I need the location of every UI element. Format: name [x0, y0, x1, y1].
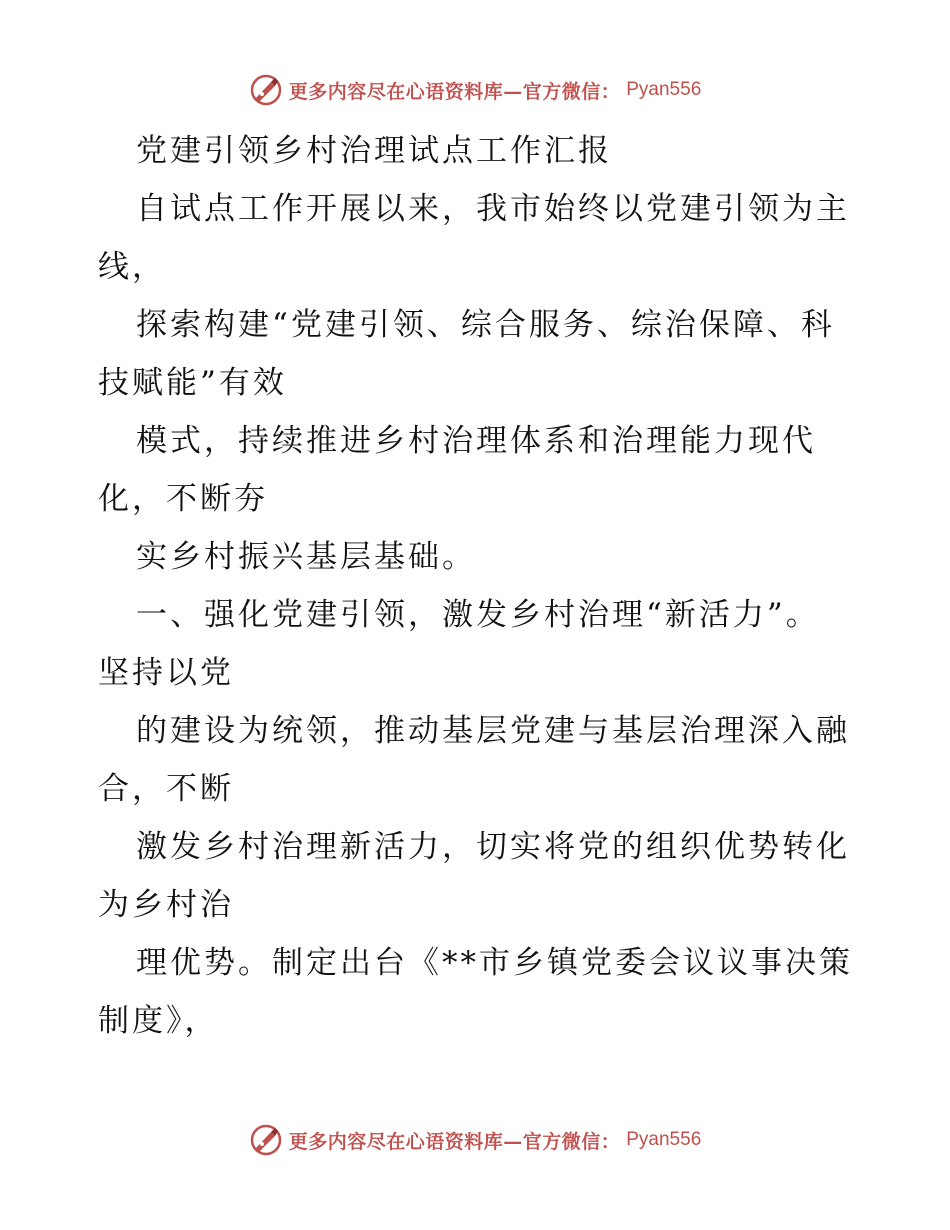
brand-text: 更多内容尽在心语资料库—官方微信： — [288, 80, 621, 103]
document-title: 党建引领乡村治理试点工作汇报 — [136, 133, 612, 169]
paragraph-line: 化，不断夯 — [98, 481, 268, 517]
paragraph-line: 制度》， — [98, 1003, 219, 1039]
section-heading: 一、强化党建引领，激发乡村治理“新活力”。 — [136, 597, 820, 633]
paragraph-line: 技赋能”有效 — [98, 365, 287, 401]
pen-logo-icon — [249, 1123, 283, 1157]
paragraph-line: 线， — [98, 249, 166, 285]
footer-banner — [0, 1120, 950, 1160]
paragraph-line: 坚持以党 — [98, 655, 234, 691]
wechat-id: Pyan556 — [626, 79, 702, 100]
pen-logo-icon — [249, 73, 283, 107]
paragraph-line: 模式，持续推进乡村治理体系和治理能力现代 — [136, 423, 816, 459]
paragraph-line: 的建设为统领，推动基层党建与基层治理深入融 — [136, 713, 850, 749]
paragraph-line: 合，不断 — [98, 771, 234, 807]
document-body — [98, 122, 858, 1050]
header-banner — [0, 70, 950, 110]
paragraph-line: 为乡村治 — [98, 887, 234, 923]
paragraph-line: 激发乡村治理新活力，切实将党的组织优势转化 — [136, 829, 850, 865]
paragraph-line: 自试点工作开展以来，我市始终以党建引领为主 — [136, 191, 850, 227]
wechat-id: Pyan556 — [626, 1129, 702, 1150]
brand-text: 更多内容尽在心语资料库—官方微信： — [288, 1130, 621, 1153]
paragraph-line: 理优势。制定出台《**市乡镇党委会议议事决策 — [136, 945, 853, 981]
paragraph-line: 探索构建“党建引领、综合服务、综治保障、科 — [136, 307, 835, 343]
paragraph-line: 实乡村振兴基层基础。 — [136, 539, 476, 575]
